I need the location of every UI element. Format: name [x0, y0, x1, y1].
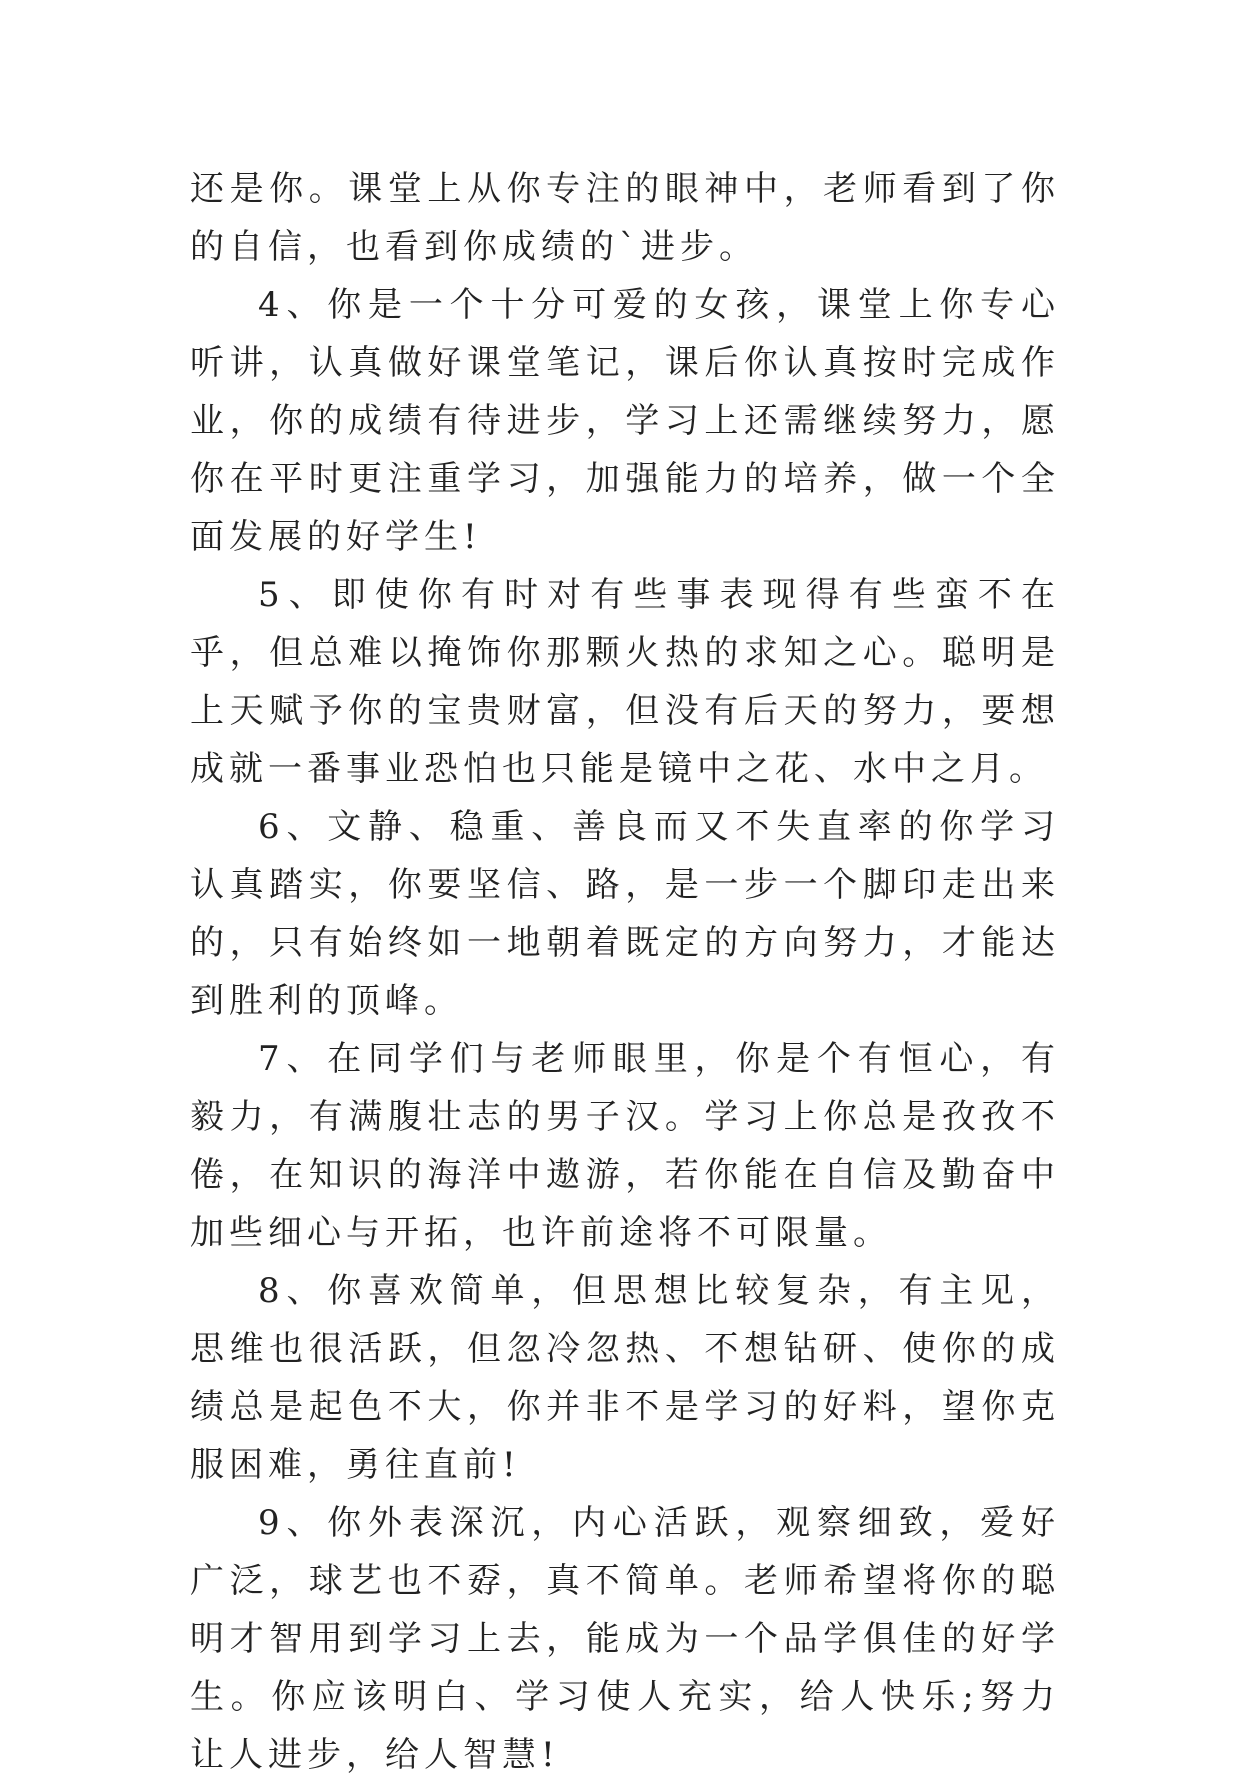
- paragraph-comment-7: 7、在同学们与老师眼里，你是个有恒心，有毅力，有满腹壮志的男子汉。学习上你总是孜孜不倦，在知识的海洋中遨游，若你能在自信及勤奋中加些细心与开拓，也许前途将不可限量。: [190, 1039, 1060, 1253]
- paragraph-continued: 还是你。课堂上从你专注的眼神中，老师看到了你的自信，也看到你成绩的`进步。: [190, 169, 1060, 267]
- paragraph-comment-9: 9、你外表深沉，内心活跃，观察细致，爱好广泛，球艺也不孬，真不简单。老师希望将你的聪明才智用到学习上去，能成为一个品学俱佳的好学生。你应该明白、学习使人充实，给人快乐;努力让人进步，给人智慧!: [190, 1503, 1060, 1775]
- document-body: [190, 160, 1060, 1784]
- paragraph-comment-6: 6、文静、稳重、善良而又不失直率的你学习认真踏实，你要坚信、路，是一步一个脚印走出来的，只有始终如一地朝着既定的方向努力，才能达到胜利的顶峰。: [190, 807, 1060, 1021]
- paragraph-comment-8: 8、你喜欢简单，但思想比较复杂，有主见，思维也很活跃，但忽冷忽热、不想钻研、使你的成绩总是起色不大，你并非不是学习的好料，望你克服困难，勇往直前!: [190, 1271, 1060, 1485]
- paragraph-comment-5: 5、即使你有时对有些事表现得有些蛮不在乎，但总难以掩饰你那颗火热的求知之心。聪明是上天赋予你的宝贵财富，但没有后天的努力，要想成就一番事业恐怕也只能是镜中之花、水中之月。: [190, 575, 1060, 789]
- paragraph-comment-4: 4、你是一个十分可爱的女孩，课堂上你专心听讲，认真做好课堂笔记，课后你认真按时完成作业，你的成绩有待进步，学习上还需继续努力，愿你在平时更注重学习，加强能力的培养，做一个全面发展的好学生!: [190, 285, 1060, 557]
